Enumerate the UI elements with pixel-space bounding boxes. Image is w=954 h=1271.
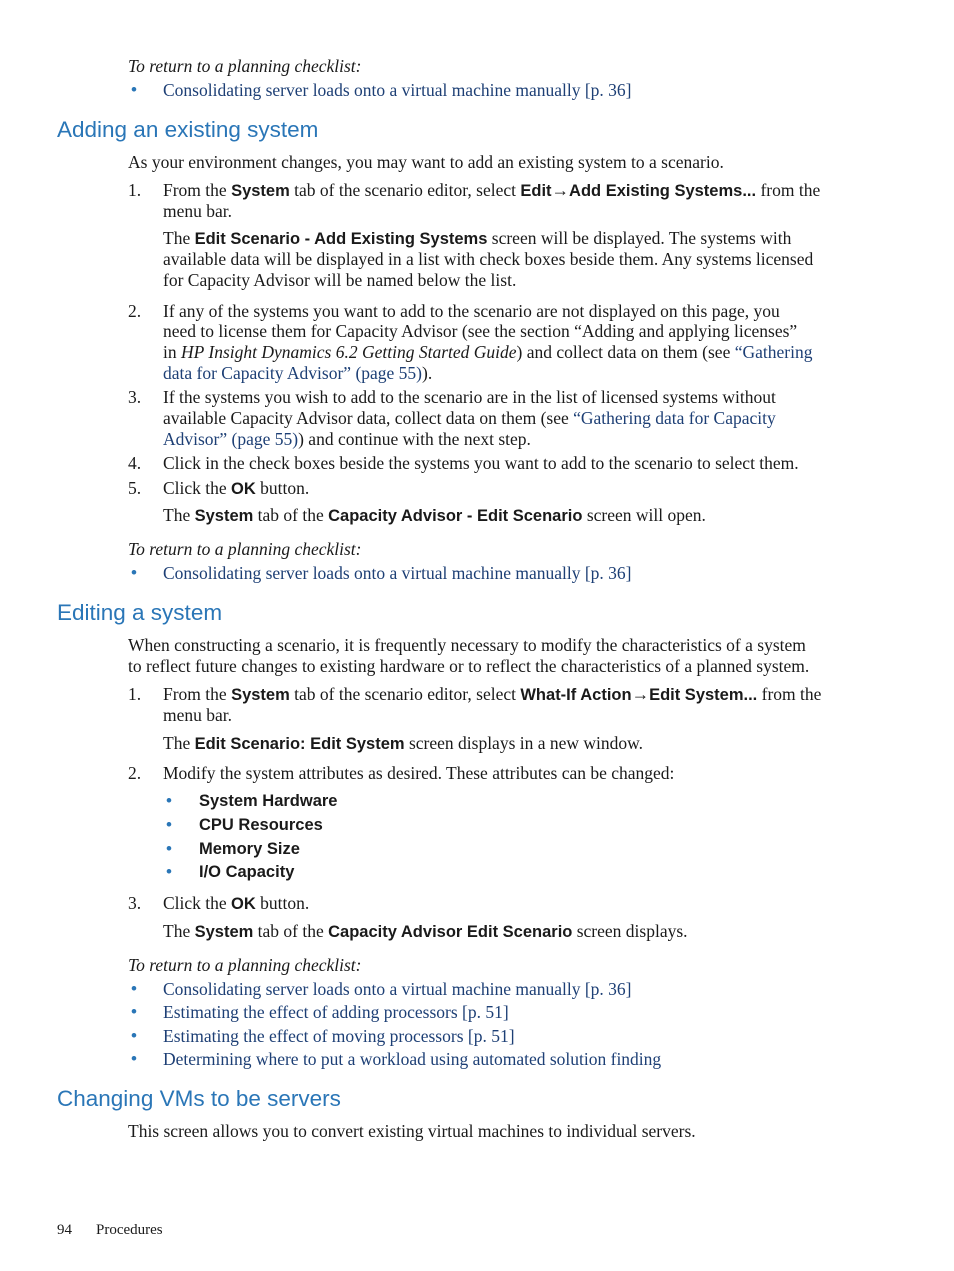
attribute-item: Memory Size	[199, 840, 300, 858]
step-note: The System tab of the Capacity Advisor Edit Scenario screen displays.	[163, 921, 688, 941]
step-text: in HP Insight Dynamics 6.2 Getting Started Guide) and collect data on them (see “Gathering	[163, 342, 813, 362]
step-note: available data will be displayed in a list with check boxes beside them. Any systems licensed	[163, 249, 814, 269]
link-consolidating[interactable]: Consolidating server loads onto a virtual machine manually [p. 36]	[163, 80, 632, 100]
step-note: The Edit Scenario - Add Existing Systems screen will be displayed. The systems with	[163, 228, 792, 248]
checklist-label: To return to a planning checklist:	[128, 539, 362, 559]
step-note: The System tab of the Capacity Advisor - Edit Scenario screen will open.	[163, 505, 706, 525]
link-moving-processors[interactable]: Estimating the effect of moving processors [p. 51]	[163, 1026, 515, 1046]
bullet-marker: •	[131, 1049, 137, 1068]
ui-term: Edit Scenario: Edit System	[194, 735, 405, 753]
step-text: menu bar.	[163, 201, 233, 221]
ui-term: OK	[231, 895, 256, 913]
step-text: Advisor” (page 55)) and continue with the next step.	[163, 429, 531, 449]
step-number: 1.	[128, 684, 142, 704]
ui-term: System	[194, 507, 254, 525]
step-note: for Capacity Advisor will be named below the list.	[163, 270, 517, 290]
step-text: available Capacity Advisor data, collect data on them (see “Gathering data for Capacity	[163, 408, 776, 428]
step-text: Click the OK button.	[163, 893, 310, 913]
page-number: 94	[57, 1222, 72, 1238]
bullet-marker: •	[131, 1026, 137, 1045]
ui-term: Edit	[520, 182, 552, 200]
link-gathering-data[interactable]: “Gathering data for Capacity	[573, 408, 776, 428]
link-consolidating[interactable]: Consolidating server loads onto a virtual machine manually [p. 36]	[163, 979, 632, 999]
link-determining-workload[interactable]: Determining where to put a workload using automated solution finding	[163, 1049, 662, 1069]
step-text: data for Capacity Advisor” (page 55)).	[163, 363, 433, 383]
step-text: If the systems you wish to add to the scenario are in the list of licensed systems without	[163, 387, 776, 407]
footer-section: Procedures	[96, 1222, 163, 1238]
bullet-marker: •	[166, 862, 172, 881]
ui-term: Edit Scenario - Add Existing Systems	[194, 230, 488, 248]
section-heading-adding: Adding an existing system	[57, 117, 319, 142]
bullet-marker: •	[131, 563, 137, 582]
ui-term: Capacity Advisor - Edit Scenario	[328, 507, 583, 525]
section-intro: This screen allows you to convert existing virtual machines to individual servers.	[128, 1121, 696, 1141]
step-text: From the System tab of the scenario editor, select What-If Action→Edit System... from the	[163, 684, 822, 704]
step-text: From the System tab of the scenario editor, select Edit→Add Existing Systems... from the	[163, 180, 821, 200]
step-number: 5.	[128, 478, 142, 498]
link-gathering-data[interactable]: Advisor” (page 55)	[163, 429, 299, 449]
bullet-marker: •	[166, 839, 172, 858]
link-gathering-data[interactable]: data for Capacity Advisor” (page 55)	[163, 363, 423, 383]
step-text: Click in the check boxes beside the systems you want to add to the scenario to select them.	[163, 453, 799, 473]
step-number: 4.	[128, 453, 142, 473]
step-number: 1.	[128, 180, 142, 200]
bullet-marker: •	[131, 979, 137, 998]
ui-term: What-If Action	[520, 686, 632, 704]
guide-title: HP Insight Dynamics 6.2 Getting Started Guide	[181, 342, 517, 362]
ui-term: System	[231, 182, 290, 200]
section-intro: As your environment changes, you may want to add an existing system to a scenario.	[128, 152, 724, 172]
bullet-marker: •	[131, 80, 137, 99]
checklist-label: To return to a planning checklist:	[128, 56, 362, 76]
link-consolidating[interactable]: Consolidating server loads onto a virtual machine manually [p. 36]	[163, 563, 632, 583]
section-intro: When constructing a scenario, it is frequently necessary to modify the characteristics of a system	[128, 635, 806, 655]
checklist-label: To return to a planning checklist:	[128, 955, 362, 975]
step-note: The Edit Scenario: Edit System screen displays in a new window.	[163, 733, 644, 753]
step-number: 3.	[128, 893, 142, 913]
ui-term: Edit System...	[649, 686, 758, 704]
step-number: 2.	[128, 301, 142, 321]
bullet-marker: •	[166, 815, 172, 834]
ui-term: Capacity Advisor Edit Scenario	[328, 923, 573, 941]
bullet-marker: •	[131, 1002, 137, 1021]
ui-term: Add Existing Systems...	[569, 182, 757, 200]
attribute-item: CPU Resources	[199, 816, 323, 834]
attribute-item: System Hardware	[199, 792, 338, 810]
ui-term: OK	[231, 480, 256, 498]
step-number: 2.	[128, 763, 142, 783]
ui-term: System	[194, 923, 254, 941]
bullet-marker: •	[166, 791, 172, 810]
section-heading-changing-vms: Changing VMs to be servers	[57, 1086, 341, 1111]
section-intro: to reflect future changes to existing hardware or to reflect the characteristics of a planned system.	[128, 656, 810, 676]
step-number: 3.	[128, 387, 142, 407]
step-text: If any of the systems you want to add to the scenario are not displayed on this page, you	[163, 301, 780, 321]
step-text: Modify the system attributes as desired. These attributes can be changed:	[163, 763, 675, 783]
step-text: menu bar.	[163, 705, 233, 725]
section-heading-editing: Editing a system	[57, 600, 223, 625]
step-text: need to license them for Capacity Advisor (see the section “Adding and applying licenses”	[163, 321, 798, 341]
step-text: Click the OK button.	[163, 478, 310, 498]
attribute-item: I/O Capacity	[199, 863, 295, 881]
ui-term: System	[231, 686, 290, 704]
link-adding-processors[interactable]: Estimating the effect of adding processors [p. 51]	[163, 1002, 509, 1022]
link-gathering-data[interactable]: “Gathering	[734, 342, 813, 362]
